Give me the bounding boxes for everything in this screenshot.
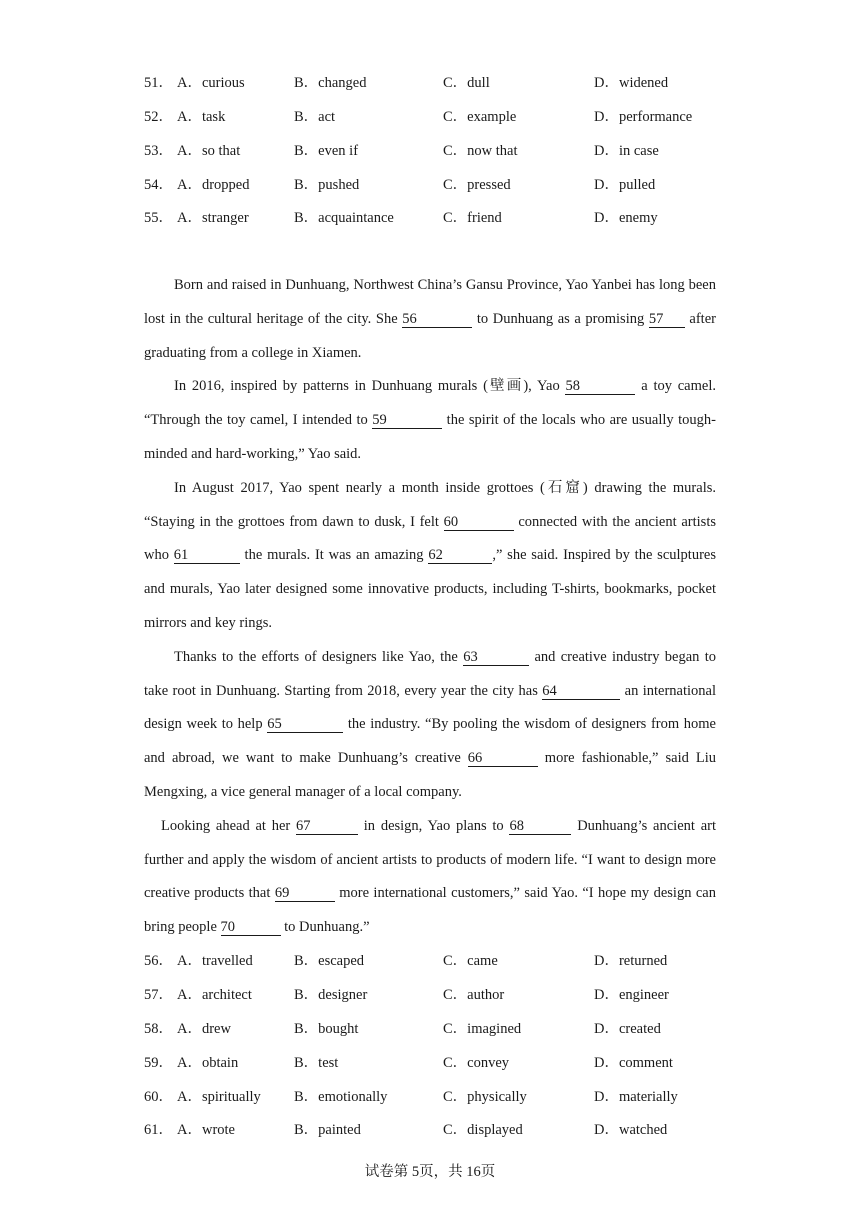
question-number: 54．	[144, 177, 173, 193]
option-c: C．pressed	[443, 177, 511, 193]
passage-text: the murals. It was an amazing	[239, 547, 429, 564]
passage-text: connected with the ancient artists who	[144, 513, 716, 564]
option-b: B．even if	[294, 143, 359, 159]
option-b: B．escaped	[294, 953, 365, 969]
blank-69: 69	[275, 885, 335, 902]
passage-paragraph-5	[144, 810, 716, 945]
question-number: 61．	[144, 1122, 173, 1138]
blank-66: 66	[468, 750, 538, 767]
blank-70: 70	[221, 919, 281, 936]
option-d: D．enemy	[594, 210, 658, 226]
option-a: A．drew	[177, 1021, 231, 1037]
question-number: 60．	[144, 1089, 173, 1105]
option-d: D．pulled	[594, 177, 656, 193]
blank-61: 61	[174, 547, 240, 564]
question-number: 57．	[144, 987, 173, 1003]
question-number: 59．	[144, 1055, 173, 1071]
passage-text: more international customers,” said Yao. “I hope my design can bring people	[144, 885, 716, 936]
option-c: C．came	[443, 953, 498, 969]
option-a: A．travelled	[177, 953, 253, 969]
blank-57: 57	[649, 311, 685, 328]
passage-text: Looking ahead at her	[161, 817, 296, 834]
option-a: A．so that	[177, 143, 241, 159]
option-d: D．comment	[594, 1055, 673, 1071]
option-a: A．spiritually	[177, 1089, 261, 1105]
option-d: D．performance	[594, 109, 693, 125]
passage-text: Born and raised in Dunhuang, Northwest China’s Gansu Province, Yao Yanbei has long been lost in the cultural heritage of the city. She	[144, 277, 716, 327]
question-number: 55．	[144, 210, 173, 226]
passage-text: Thanks to the efforts of designers like Yao, the	[174, 648, 464, 665]
passage-text: to Dunhuang.”	[280, 919, 370, 936]
passage-text: Dunhuang’s ancient art further and apply the wisdom of ancient artists to products of modern life. “I want to design more creative products that	[144, 817, 716, 902]
question-number: 53．	[144, 143, 173, 159]
option-d: D．engineer	[594, 987, 669, 1003]
passage-text: the spirit of the locals who are usually tough-minded and hard-working,” Yao said.	[144, 412, 716, 462]
option-b: B．acquaintance	[294, 210, 394, 226]
option-b: B．pushed	[294, 177, 360, 193]
option-d: D．watched	[594, 1122, 668, 1138]
page-footer: 试卷第 5页，共 16页	[364, 1164, 496, 1180]
option-c: C．now that	[443, 143, 518, 159]
passage-text: and creative industry began to take root in Dunhuang. Starting from 2018, every year the city has	[144, 648, 716, 699]
reading-passage	[144, 269, 716, 945]
blank-58: 58	[565, 378, 635, 395]
option-c: C．example	[443, 109, 517, 125]
option-b: B．painted	[294, 1122, 361, 1138]
option-c: C．physically	[443, 1089, 527, 1105]
passage-text: In 2016, inspired by patterns in Dunhuang murals (壁画), Yao	[174, 378, 566, 395]
passage-text: more fashionable,” said Liu Mengxing, a vice general manager of a local company.	[144, 750, 717, 800]
passage-text: In August 2017, Yao spent nearly a month inside grottoes (石窟) drawing the murals. “Staying in the grottoes from dawn to dusk, I felt	[144, 479, 716, 530]
passage-text: to Dunhuang as a promising	[472, 310, 649, 327]
question-number: 51．	[144, 75, 173, 91]
blank-60: 60	[444, 514, 514, 531]
option-c: C．convey	[443, 1055, 510, 1071]
blank-59: 59	[372, 412, 442, 429]
option-a: A．task	[177, 109, 226, 125]
option-c: C．imagined	[443, 1021, 522, 1037]
option-a: A．wrote	[177, 1122, 235, 1138]
passage-paragraph-2	[144, 370, 716, 471]
option-d: D．widened	[594, 75, 669, 91]
passage-paragraph-3	[144, 472, 716, 641]
option-b: B．emotionally	[294, 1089, 388, 1105]
passage-text: after graduating from a college in Xiamen.	[144, 310, 716, 361]
option-d: D．in case	[594, 143, 659, 159]
passage-text: a toy camel. “Through the toy camel, I intended to	[144, 378, 716, 429]
passage-paragraph-4	[144, 641, 716, 810]
question-number: 52．	[144, 109, 173, 125]
option-a: A．obtain	[177, 1055, 239, 1071]
passage-text: in design, Yao plans to	[358, 817, 510, 834]
option-b: B．designer	[294, 987, 368, 1003]
question-number: 56．	[144, 953, 173, 969]
option-c: C．dull	[443, 75, 490, 91]
option-c: C．author	[443, 987, 505, 1003]
option-b: B．bought	[294, 1021, 359, 1037]
option-d: D．materially	[594, 1089, 678, 1105]
option-b: B．changed	[294, 75, 367, 91]
blank-65: 65	[267, 716, 343, 733]
option-b: B．test	[294, 1055, 339, 1071]
question-number: 58．	[144, 1021, 173, 1037]
option-c: C．friend	[443, 210, 502, 226]
blank-56: 56	[402, 311, 472, 328]
option-a: A．curious	[177, 75, 245, 91]
passage-paragraph-1	[144, 269, 716, 370]
blank-68: 68	[509, 818, 571, 835]
option-a: A．stranger	[177, 210, 249, 226]
passage-text: the industry. “By pooling the wisdom of designers from home and abroad, we want to make Dunhuang’s creative	[144, 716, 716, 767]
option-d: D．returned	[594, 953, 668, 969]
passage-text: ,” she said. Inspired by the sculptures and murals, Yao later designed some innovative products, including T-shirts, bookmarks, pocket mirrors and key rings.	[144, 547, 716, 631]
option-d: D．created	[594, 1021, 661, 1037]
option-c: C．displayed	[443, 1122, 523, 1138]
option-b: B．act	[294, 109, 336, 125]
option-a: A．architect	[177, 987, 252, 1003]
passage-text: an international design week to help	[144, 682, 716, 733]
blank-67: 67	[296, 818, 358, 835]
blank-64: 64	[542, 683, 620, 700]
blank-62: 62	[428, 547, 492, 564]
blank-63: 63	[463, 649, 529, 666]
option-a: A．dropped	[177, 177, 250, 193]
